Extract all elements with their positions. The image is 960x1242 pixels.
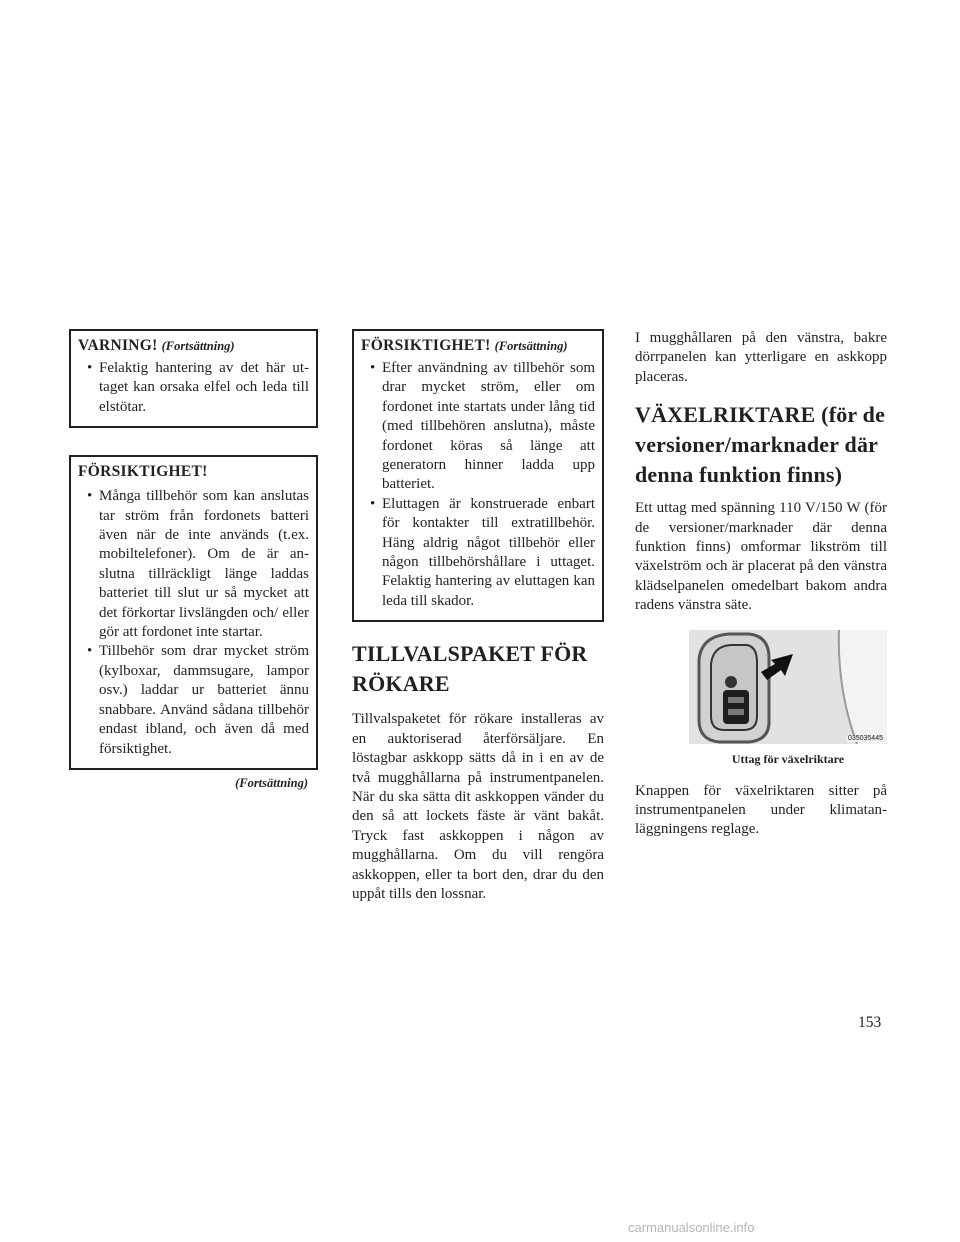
caution-box [69, 455, 318, 770]
continuation-note: (Fortsättning) [161, 339, 235, 353]
list-item: • Felaktig hantering av det här uttaget kan orsaka elfel och leda till elstötar. [78, 359, 309, 417]
body-paragraph: I mugghållaren på den vänstra, bakre dörrpanelen kan ytterligare en askkopp placeras. [635, 330, 887, 385]
continuation-note: (Fortsättning) [494, 339, 568, 353]
inverter-outlet-illustration [689, 630, 887, 744]
warning-title: VARNING! (Fortsättning) [78, 337, 235, 354]
figure-code: 035035445 [847, 734, 883, 742]
caution-title: FÖRSIKTIGHET! (Fortsättning) [361, 337, 568, 354]
body-paragraph: Tillvalspaketet för rökare installeras av en auktoriserad återförsäljare. En löstagbar askkopp sätts då in i en av de två mugghållarna på instrumentpanelen. När du ska sätta dit askkoppen vänder du den så att lockets fäste är vänt bakåt. Tryck fast askkoppen i någon av mugghållarna. Om du vill rengöra askkoppen, eller ta bort den, drar du den uppåt tills den lossnar. [352, 711, 604, 902]
caution-list [361, 359, 595, 611]
continued-note: (Fortsättning) [235, 775, 308, 790]
watermark-text: carmanualsonline.info [628, 1220, 755, 1235]
left-column [69, 329, 318, 791]
page-number: 153 [858, 1014, 882, 1031]
figure [635, 630, 887, 772]
warning-box [69, 329, 318, 428]
section-heading: VÄXELRIKTARE (för de versioner/marknader där denna funktion finns) [635, 402, 886, 488]
list-item: • Efter användning av tillbehör som drar mycket ström, eller om fordonet inte startats under lång tid (med tillbehören anslutna), måste fordonet köras så länge att generatorn hinner ladda upp batteriet. [361, 359, 595, 495]
list-item: • Tillbehör som drar mycket ström (kylboxar, dammsugare, lampor osv.) laddar ur batteriet ännu snabbare. Använd sådana tillbehör endast ibland, och även då med försiktighet. [78, 642, 309, 758]
middle-column [352, 329, 604, 904]
inverter-outlet-photo [689, 630, 887, 744]
list-item: • Eluttagen är konstruerade enbart för kontakter till extratillbehör. Häng aldrig något tillbehör eller någon tillbehörshållare i uttaget. Felaktig hantering av eluttagen kan leda till skador. [361, 495, 595, 611]
figure-caption: Uttag för växelriktare [731, 751, 845, 766]
section-heading: TILLVALSPAKET FÖR RÖKARE [352, 641, 588, 697]
body-paragraph: Ett uttag med spänning 110 V/150 W (för de versioner/marknader där denna funktion finns) omformar likström till växelström och är placerat på den vänstra klädselpanelen omedelbart bakom andra radens vänstra säte. [635, 500, 887, 614]
list-item: • Många tillbehör som kan anslutas tar ström från fordonets batteri även när de inte används (t.ex. mobiltelefoner). Om de är anslutna tillräckligt länge laddas batteriet till slut ur så mycket att det förkortar livslängden och/ eller gör att fordonet inte startar. [78, 487, 309, 642]
right-column [635, 329, 887, 840]
caution-box-continued [352, 329, 604, 622]
caution-title: FÖRSIKTIGHET! [78, 463, 208, 481]
warning-list [78, 359, 309, 417]
caution-list [78, 487, 309, 759]
body-paragraph: Knappen för växelriktaren sitter på instrumentpanelen under klimatanläggningens reglage. [635, 782, 887, 838]
